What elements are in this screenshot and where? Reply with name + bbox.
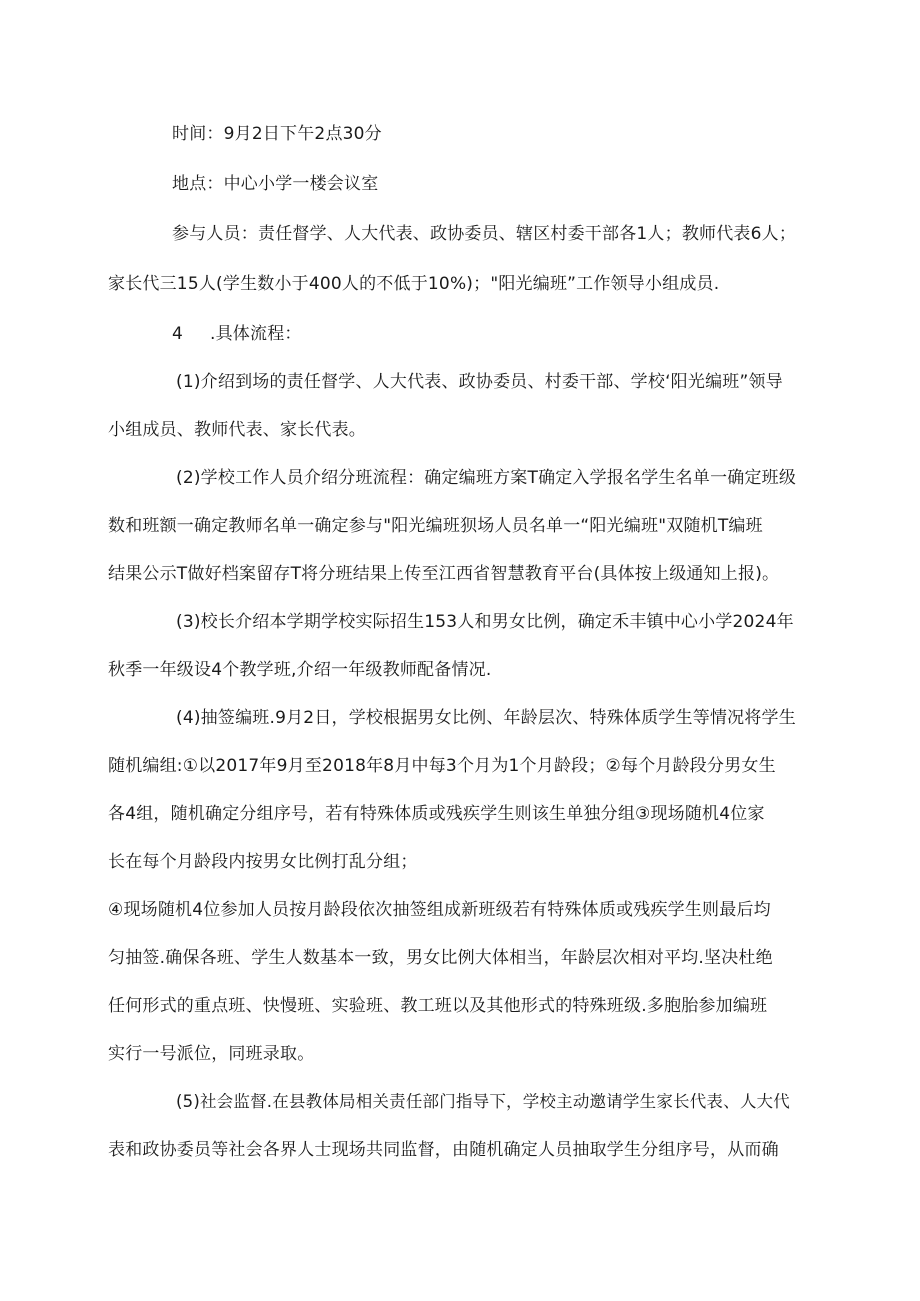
participants-line-1: 参与人员：责任督学、人大代表、政协委员、辖区村委干部各1人；教师代表6人； <box>172 224 797 244</box>
item2-line-3: 结果公示T做好档案留存T将分班结果上传至江西省智慧教育平台(具体按上级通知上报)。 <box>108 564 780 584</box>
item5-line-1: (5)社会监督.在县教体局相关责任部门指导下，学校主动邀请学生家长代表、人大代 <box>176 1092 790 1111</box>
item2-line-1: (2)学校工作人员介绍分班流程：确定编班方案T确定入学报名学生名单一确定班级 <box>176 468 797 488</box>
item3-line-2: 秋季一年级设4个教学班,介绍一年级教师配备情况. <box>108 660 492 680</box>
item4-line-5: ④现场随机4位参加人员按月龄段依次抽签组成新班级若有特殊体质或残疾学生则最后均 <box>108 900 771 920</box>
item4-line-7: 任何形式的重点班、快慢班、实验班、教工班以及其他形式的特殊班级.多胞胎参加编班 <box>108 996 768 1016</box>
item4-line-3: 各4组，随机确定分组序号，若有特殊体质或残疾学生则该生单独分组③现场随机4位家 <box>108 804 765 824</box>
time-line: 时间：9月2日下午2点30分 <box>172 124 382 144</box>
item2-line-2: 数和班额一确定教师名单一确定参与"阳光编班狈场人员名单一“阳光编班"双随机T编班 <box>108 516 763 536</box>
section-4-number: 4 <box>172 324 184 344</box>
item4-line-4: 长在每个月龄段内按男女比例打乱分组； <box>108 852 418 872</box>
place-line: 地点：中心小学一楼会议室 <box>172 174 379 194</box>
item4-line-2: 随机编组:①以2017年9月至2018年8月中每3个月为1个月龄段；②每个月龄段分男女生 <box>108 756 776 776</box>
item3-line-1: (3)校长介绍本学期学校实际招生153人和男女比例，确定禾丰镇中心小学2024年 <box>176 612 794 632</box>
item4-line-8: 实行一号派位，同班录取。 <box>108 1044 315 1064</box>
participants-line-2: 家长代三15人(学生数小于400人的不低于10%)；"阳光编班”工作领导小组成员. <box>108 274 720 294</box>
item1-line-1: (1)介绍到场的责任督学、人大代表、政协委员、村委干部、学校‘阳光编班”领导 <box>176 372 783 392</box>
section-4-title: .具体流程： <box>210 324 302 344</box>
item5-line-2: 表和政协委员等社会各界人士现场共同监督，由随机确定人员抽取学生分组序号，从而确 <box>108 1140 779 1160</box>
item4-line-6: 匀抽签.确保各班、学生人数基本一致，男女比例大体相当，年龄层次相对平均.坚决杜绝 <box>108 948 773 968</box>
item1-line-2: 小组成员、教师代表、家长代表。 <box>108 420 366 440</box>
item4-line-1: (4)抽签编班.9月2日，学校根据男女比例、年龄层次、特殊体质学生等情况将学生 <box>176 708 796 728</box>
